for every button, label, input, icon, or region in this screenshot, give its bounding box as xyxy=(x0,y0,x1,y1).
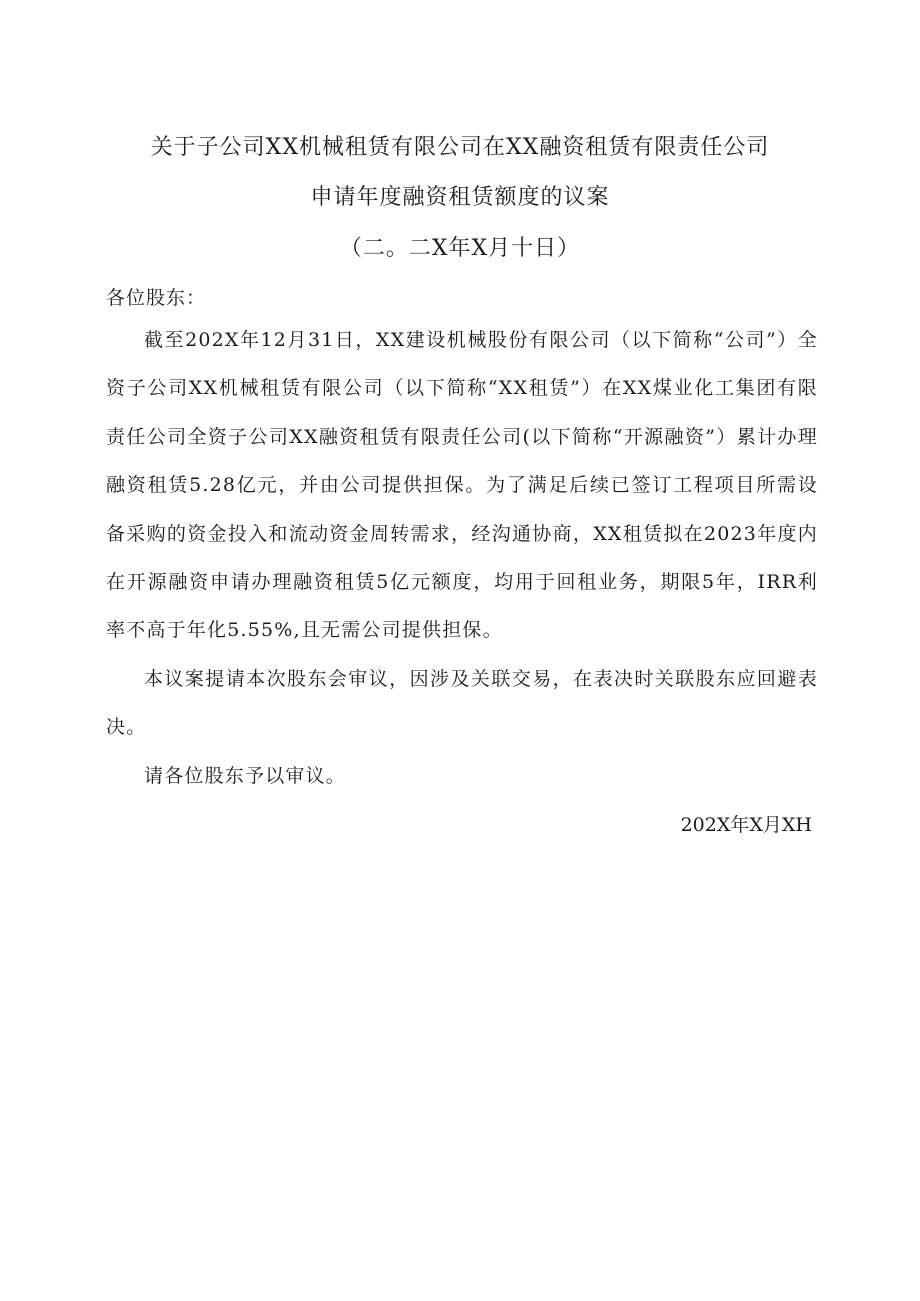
document-date-subtitle: （二。二X年X月十日） xyxy=(339,236,581,261)
document-title-line2: 申请年度融资租赁额度的议案 xyxy=(310,185,610,210)
signature-date: 202X年X月XH xyxy=(680,814,812,836)
body-paragraph-3: 请各位股东予以审议。 xyxy=(144,765,347,787)
salutation: 各位股东： xyxy=(106,287,207,309)
document-title-line1: 关于子公司XX机械租赁有限公司在XX融资租赁有限责任公司 xyxy=(150,135,770,160)
body-paragraph-2: 本议案提请本次股东会审议，因涉及关联交易，在表决时关联股东应回避表决。 xyxy=(106,668,818,739)
body-paragraph-1: 截至202X年12月31日，XX建设机械股份有限公司（以下简称“公司”）全资子公司XX机械租赁有限公司（以下简称“XX租赁”）在XX煤业化工集团有限责任公司全资子公司XX融资租赁有限责任公司(以下简称“开源融资”）累计办理融资租赁5.28亿元，并由公司提供担保。为了满足后续已签订工程项目所需设备采购的资金投入和流动资金周转需求，经沟通协商，XX租赁拟在2023年度内在开源融资申请办理融资租赁5亿元额度，均用于回租业务，期限5年，IRR利率不高于年化5.55%,且无需公司提供担保。 xyxy=(106,329,818,642)
